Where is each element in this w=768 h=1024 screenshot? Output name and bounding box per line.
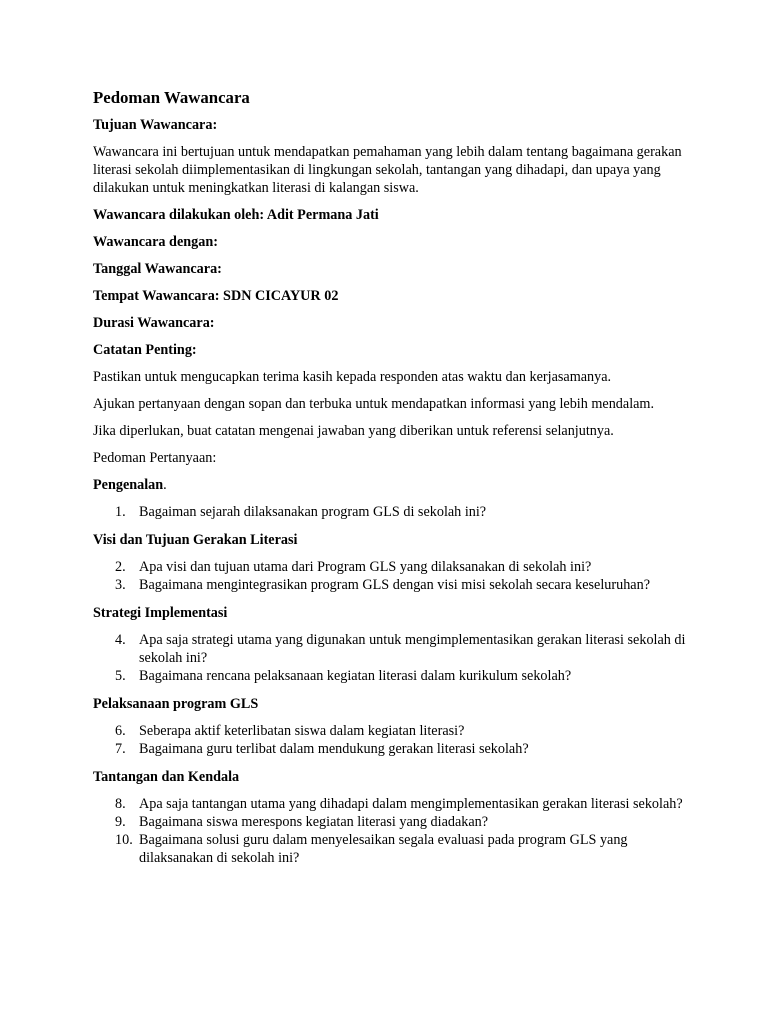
question-text: Bagaimana solusi guru dalam menyelesaikan segala evaluasi pada program GLS yang dilaksanakan di sekolah ini? bbox=[139, 832, 628, 866]
section-heading: Pengenalan. bbox=[93, 477, 167, 493]
section-heading: Visi dan Tujuan Gerakan Literasi bbox=[93, 532, 298, 548]
question-text: Bagaimana siswa merespons kegiatan literasi yang diadakan? bbox=[139, 814, 489, 830]
question-item bbox=[93, 795, 688, 813]
question-number: 8. bbox=[115, 796, 126, 812]
question-number: 6. bbox=[115, 723, 126, 739]
question-text: Apa visi dan tujuan utama dari Program GLS yang dilaksanakan di sekolah ini? bbox=[139, 559, 592, 575]
question-item bbox=[93, 558, 688, 576]
date-line: Tanggal Wawancara: bbox=[93, 261, 222, 277]
tujuan-label: Tujuan Wawancara: bbox=[93, 117, 218, 133]
section-heading: Pelaksanaan program GLS bbox=[93, 696, 259, 712]
question-list bbox=[93, 558, 688, 594]
question-list bbox=[93, 795, 688, 867]
place-line: Tempat Wawancara: SDN CICAYUR 02 bbox=[93, 288, 339, 304]
question-number: 1. bbox=[115, 504, 126, 520]
duration-line: Durasi Wawancara: bbox=[93, 315, 215, 331]
question-item bbox=[93, 576, 688, 594]
question-item bbox=[93, 740, 688, 758]
note-paragraph: Pastikan untuk mengucapkan terima kasih kepada responden atas waktu dan kerjasamanya. bbox=[93, 369, 612, 385]
question-item bbox=[93, 667, 688, 685]
question-text: Seberapa aktif keterlibatan siswa dalam kegiatan literasi? bbox=[139, 723, 465, 739]
question-number: 2. bbox=[115, 559, 126, 575]
notes-label: Catatan Penting: bbox=[93, 342, 197, 358]
question-item bbox=[93, 631, 688, 667]
question-number: 4. bbox=[115, 632, 126, 648]
tujuan-text: Wawancara ini bertujuan untuk mendapatkan pemahaman yang lebih dalam tentang bagaimana gerakan literasi sekolah diimplementasikan di lingkungan sekolah, tantangan yang dihadapi, dan upaya yang dilakukan untuk meningkatkan literasi di kalangan siswa. bbox=[93, 144, 682, 196]
question-number: 9. bbox=[115, 814, 126, 830]
question-item bbox=[93, 831, 688, 867]
section-heading: Tantangan dan Kendala bbox=[93, 769, 240, 785]
question-number: 5. bbox=[115, 668, 126, 684]
question-text: Bagaimana mengintegrasikan program GLS dengan visi misi sekolah secara keseluruhan? bbox=[139, 577, 650, 593]
question-list bbox=[93, 722, 688, 758]
question-number: 10. bbox=[115, 832, 133, 848]
interviewee-line: Wawancara dengan: bbox=[93, 234, 218, 250]
question-text: Bagaimana rencana pelaksanaan kegiatan literasi dalam kurikulum sekolah? bbox=[139, 668, 572, 684]
question-number: 7. bbox=[115, 741, 126, 757]
question-text: Apa saja tantangan utama yang dihadapi dalam mengimplementasikan gerakan literasi sekolah? bbox=[139, 796, 683, 812]
question-item bbox=[93, 722, 688, 740]
interviewer-line: Wawancara dilakukan oleh: Adit Permana Jati bbox=[93, 207, 379, 223]
question-text: Bagaiman sejarah dilaksanakan program GLS di sekolah ini? bbox=[139, 504, 487, 520]
question-text: Apa saja strategi utama yang digunakan untuk mengimplementasikan gerakan literasi sekolah di sekolah ini? bbox=[139, 632, 686, 666]
question-item bbox=[93, 813, 688, 831]
document-title: Pedoman Wawancara bbox=[93, 88, 250, 107]
question-guide-label: Pedoman Pertanyaan: bbox=[93, 450, 217, 466]
question-text: Bagaimana guru terlibat dalam mendukung gerakan literasi sekolah? bbox=[139, 741, 529, 757]
question-list bbox=[93, 503, 688, 521]
note-paragraph: Ajukan pertanyaan dengan sopan dan terbuka untuk mendapatkan informasi yang lebih mendalam. bbox=[93, 396, 655, 412]
section-heading: Strategi Implementasi bbox=[93, 605, 228, 621]
note-paragraph: Jika diperlukan, buat catatan mengenai jawaban yang diberikan untuk referensi selanjutnya. bbox=[93, 423, 614, 439]
question-number: 3. bbox=[115, 577, 126, 593]
question-list bbox=[93, 631, 688, 685]
question-item bbox=[93, 503, 688, 521]
